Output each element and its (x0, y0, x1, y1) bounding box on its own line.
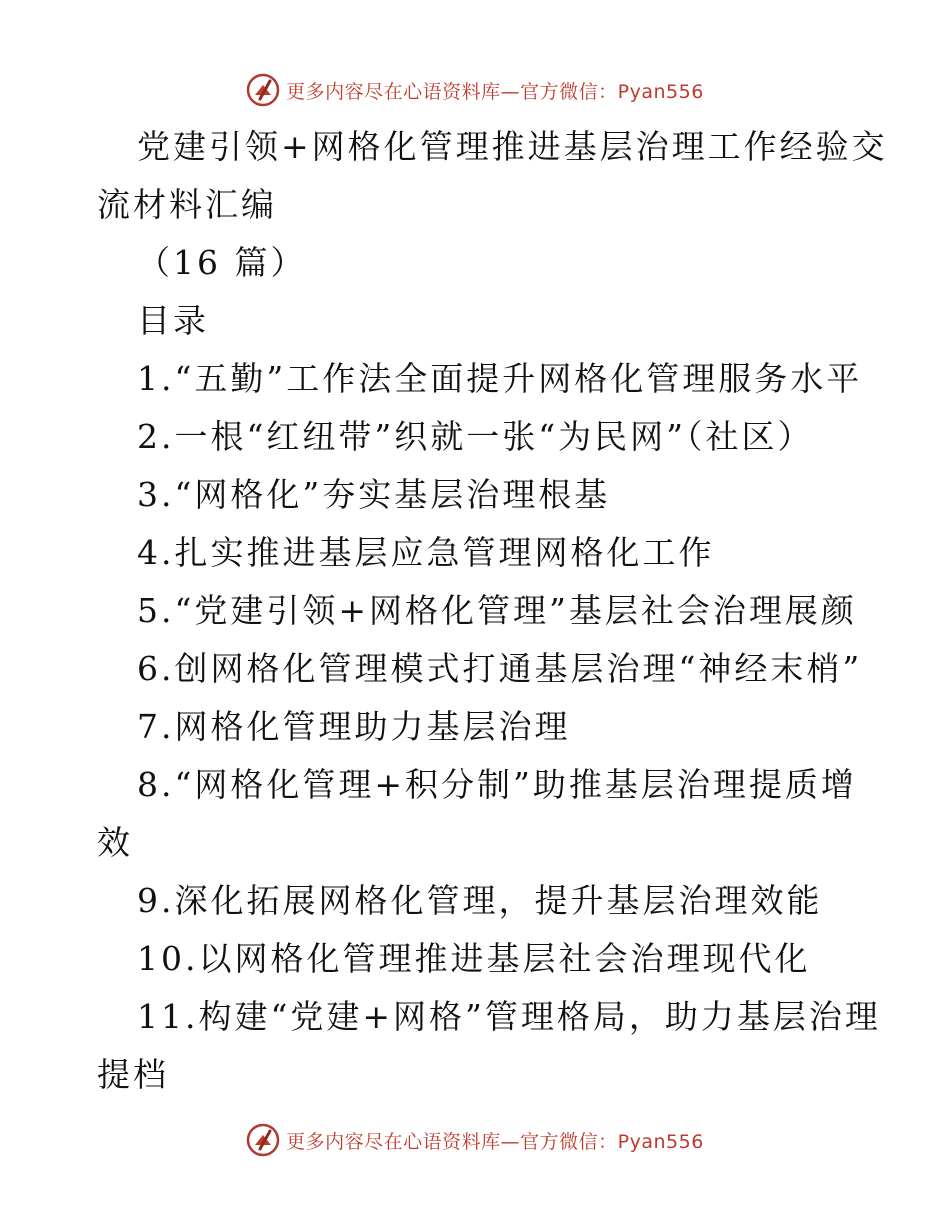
watermark-banner-top (0, 70, 950, 110)
toc-item-8: 8.“网格化管理+积分制”助推基层治理提质增 (137, 765, 857, 804)
book-pen-logo-icon (246, 73, 280, 107)
toc-item-4: 4.扎实推进基层应急管理网格化工作 (137, 533, 715, 572)
watermark-banner-bottom (0, 1120, 950, 1160)
toc-item-6: 6.创网格化管理模式打通基层治理“神经末梢” (137, 649, 863, 688)
toc-item-7: 7.网格化管理助力基层治理 (137, 707, 571, 746)
document-body (0, 118, 950, 1104)
toc-item-10: 10.以网格化管理推进基层社会治理现代化 (137, 939, 811, 978)
article-count: （16 篇） (137, 243, 307, 282)
toc-item-5: 5.“党建引领+网格化管理”基层社会治理展颜 (137, 591, 857, 630)
toc-item-9: 9.深化拓展网格化管理，提升基层治理效能 (137, 881, 823, 920)
toc-heading: 目录 (137, 301, 209, 340)
toc-item-11: 11.构建“党建+网格”管理格局，助力基层治理 (137, 997, 881, 1036)
toc-item-3: 3.“网格化”夯实基层治理根基 (137, 475, 611, 514)
watermark-text: 更多内容尽在心语资料库—官方微信：Pyan556 (286, 80, 704, 103)
toc-item-1: 1.“五勤”工作法全面提升网格化管理服务水平 (137, 359, 863, 398)
document-title: 党建引领+网格化管理推进基层治理工作经验交 (137, 127, 888, 166)
document-title-continued: 流材料汇编 (97, 185, 277, 224)
toc-item-8-continued: 效 (97, 823, 133, 862)
book-pen-logo-icon (246, 1123, 280, 1157)
watermark-text: 更多内容尽在心语资料库—官方微信：Pyan556 (286, 1130, 704, 1153)
toc-item-2: 2.一根“红纽带”织就一张“为民网”（社区） (137, 417, 814, 456)
toc-item-11-continued: 提档 (97, 1055, 169, 1094)
